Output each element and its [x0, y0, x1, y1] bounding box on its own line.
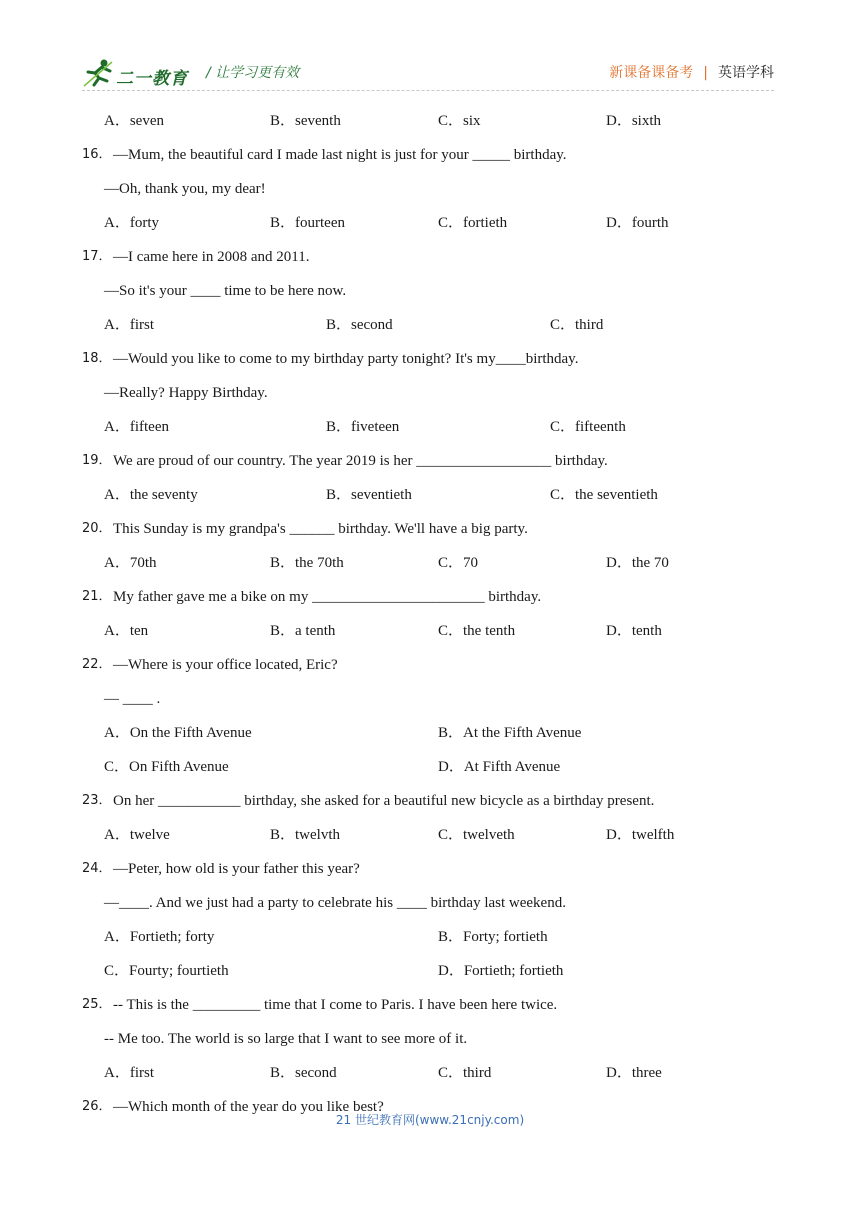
- question-number: 22．: [82, 657, 112, 672]
- dialogue-text: —Really? Happy Birthday.: [104, 385, 268, 401]
- header-separator: |: [703, 65, 708, 81]
- question-text: —I came here in 2008 and 2011.: [113, 249, 310, 265]
- runner-logo-icon: [82, 58, 116, 88]
- answer-option: C．third: [550, 317, 604, 333]
- options-row: [82, 620, 782, 654]
- dialogue-line: [82, 382, 782, 416]
- question-row: [82, 790, 782, 824]
- header-right: [609, 62, 774, 82]
- question-text: My father gave me a bike on my _______________________ birthday.: [113, 589, 542, 605]
- answer-option: A．Fortieth; forty: [104, 929, 215, 945]
- answer-option: B．the 70th: [270, 555, 344, 571]
- answer-option: D．three: [606, 1065, 662, 1081]
- question-row: [82, 144, 782, 178]
- answer-option: A．ten: [104, 623, 149, 639]
- answer-option: B．seventieth: [326, 487, 412, 503]
- header-tagline: 新课备课备考: [609, 65, 694, 81]
- dialogue-text: —So it's your ____ time to be here now.: [104, 283, 347, 299]
- dialogue-line: [82, 178, 782, 212]
- logo-text: 二一教育: [116, 69, 188, 89]
- dialogue-line: [82, 688, 782, 722]
- slogan: / 让学习更有效: [206, 65, 300, 81]
- options-row: [82, 416, 782, 450]
- answer-option: B．twelvth: [270, 827, 340, 843]
- question-number: 26．: [82, 1099, 112, 1114]
- answer-option: C．the seventieth: [550, 487, 658, 503]
- answer-option: A．the seventy: [104, 487, 198, 503]
- dialogue-line: [82, 280, 782, 314]
- answer-option: B．second: [270, 1065, 337, 1081]
- question-number: 21．: [82, 589, 112, 604]
- answer-option: A．On the Fifth Avenue: [104, 725, 252, 741]
- answer-option: C．third: [438, 1065, 492, 1081]
- answer-option: B．At the Fifth Avenue: [438, 725, 582, 741]
- dialogue-line: [82, 1028, 782, 1062]
- answer-option: C．fortieth: [438, 215, 508, 231]
- answer-option: D．tenth: [606, 623, 662, 639]
- answer-option: B．a tenth: [270, 623, 336, 639]
- question-text: —Where is your office located, Eric?: [113, 657, 338, 673]
- question-list: [82, 110, 782, 1130]
- answer-option: C．Fourty; fourtieth: [104, 963, 229, 979]
- answer-option: A．forty: [104, 215, 159, 231]
- answer-option: A．70th: [104, 555, 157, 571]
- dialogue-text: —Oh, thank you, my dear!: [104, 181, 266, 197]
- question-number: 25．: [82, 997, 112, 1012]
- options-row: [82, 212, 782, 246]
- answer-option: C．twelveth: [438, 827, 515, 843]
- options-row: [82, 552, 782, 586]
- options-row: [82, 756, 782, 790]
- answer-option: D．At Fifth Avenue: [438, 759, 561, 775]
- header-divider: [82, 90, 774, 91]
- answer-option: C．fifteenth: [550, 419, 626, 435]
- question-number: 17．: [82, 249, 112, 264]
- header-subject: 英语学科: [718, 65, 774, 81]
- question-row: [82, 246, 782, 280]
- question-number: 24．: [82, 861, 112, 876]
- answer-option: A．seven: [104, 113, 164, 129]
- question-row: [82, 858, 782, 892]
- answer-option: D．fourth: [606, 215, 669, 231]
- question-row: [82, 994, 782, 1028]
- question-number: 16．: [82, 147, 112, 162]
- question-row: [82, 586, 782, 620]
- answer-option: D．sixth: [606, 113, 662, 129]
- options-row: [82, 824, 782, 858]
- question-row: [82, 348, 782, 382]
- question-number: 20．: [82, 521, 112, 536]
- answer-option: B．Forty; fortieth: [438, 929, 548, 945]
- answer-option: A．fifteen: [104, 419, 169, 435]
- dialogue-line: [82, 892, 782, 926]
- question-text: —Mum, the beautiful card I made last night is just for your _____ birthday.: [113, 147, 567, 163]
- dialogue-text: -- Me too. The world is so large that I want to see more of it.: [104, 1031, 468, 1047]
- question-text: This Sunday is my grandpa's ______ birthday. We'll have a big party.: [113, 521, 528, 537]
- answer-option: A．first: [104, 1065, 154, 1081]
- options-row: [82, 926, 782, 960]
- options-row: [82, 1062, 782, 1096]
- options-row: [82, 484, 782, 518]
- answer-option: C．six: [438, 113, 481, 129]
- answer-option: C．70: [438, 555, 479, 571]
- question-number: 19．: [82, 453, 112, 468]
- question-number: 18．: [82, 351, 112, 366]
- question-text: —Would you like to come to my birthday party tonight? It's my____birthday.: [113, 351, 579, 367]
- logo: [82, 58, 192, 88]
- answer-option: C．On Fifth Avenue: [104, 759, 229, 775]
- question-text: —Which month of the year do you like best?: [113, 1099, 384, 1115]
- answer-option: B．seventh: [270, 113, 341, 129]
- page-footer: 21 世纪教育网(www.21cnjy.com): [335, 1113, 525, 1127]
- dialogue-text: —____. And we just had a party to celebrate his ____ birthday last weekend.: [104, 895, 566, 911]
- question-row: [82, 654, 782, 688]
- answer-option: B．second: [326, 317, 393, 333]
- question-text: On her ___________ birthday, she asked for a beautiful new bicycle as a birthday present.: [113, 793, 655, 809]
- options-row: [82, 314, 782, 348]
- answer-option: D．Fortieth; fortieth: [438, 963, 564, 979]
- answer-option: D．twelfth: [606, 827, 675, 843]
- answer-option: C．the tenth: [438, 623, 516, 639]
- answer-option: B．fiveteen: [326, 419, 400, 435]
- answer-option: B．fourteen: [270, 215, 345, 231]
- options-row: [82, 722, 782, 756]
- question-row: [82, 518, 782, 552]
- answer-option: A．first: [104, 317, 154, 333]
- question-text: -- This is the _________ time that I come to Paris. I have been here twice.: [113, 997, 558, 1013]
- question-number: 23．: [82, 793, 112, 808]
- answer-option: A．twelve: [104, 827, 170, 843]
- page-header: [82, 56, 774, 90]
- question-text: —Peter, how old is your father this year?: [113, 861, 360, 877]
- question-row: [82, 450, 782, 484]
- answer-option: D．the 70: [606, 555, 669, 571]
- options-row: [82, 110, 782, 144]
- options-row: [82, 960, 782, 994]
- question-text: We are proud of our country. The year 2019 is her __________________ birthday.: [113, 453, 608, 469]
- dialogue-text: — ____ .: [104, 691, 161, 707]
